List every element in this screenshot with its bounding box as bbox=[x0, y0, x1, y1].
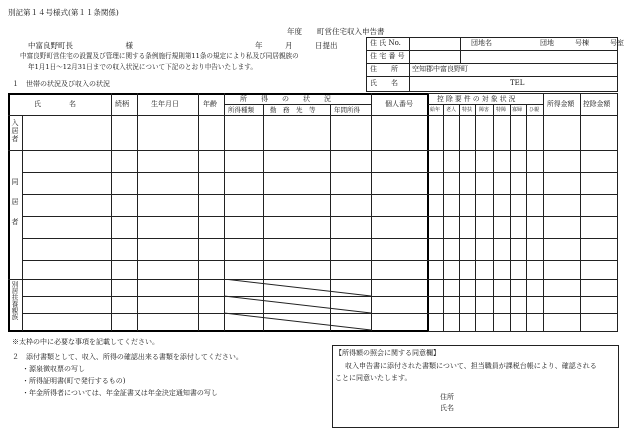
deduction-subcol: 障害 bbox=[479, 107, 490, 113]
form-label: 別記第１４号様式(第１１条関係) bbox=[8, 8, 119, 17]
col-income-status-header: 所 得 の 状 況 bbox=[240, 95, 331, 103]
col-relation-header: 続柄 bbox=[115, 100, 129, 108]
note-attachments: ２ 添付書類として、収入、所得の確認出来る書類を添付してください。 bbox=[12, 353, 243, 361]
consent-name-label: 氏名 bbox=[440, 404, 454, 412]
consent-body-1: 収入申告書に添付された書類について、担当職員が課税台帳により、確認される bbox=[345, 362, 597, 370]
intro-line-2: 年1月1日～12月31日までの収入状況について下記のとおり申告いたします。 bbox=[28, 63, 257, 71]
deduction-subcol: 給年 bbox=[430, 107, 441, 113]
consent-address-label: 住所 bbox=[440, 393, 454, 401]
section-1-title: １ 世帯の状況及び収入の状況 bbox=[12, 80, 110, 88]
tel-label: TEL bbox=[510, 79, 525, 87]
name-label: 氏 名 bbox=[370, 79, 398, 87]
group-cohabitant: 同 居 者 bbox=[11, 178, 19, 228]
deduction-subcol: 特扶 bbox=[462, 107, 473, 113]
group-resident: 入居者 bbox=[11, 119, 19, 143]
resident-no-label: 住 氏 No. bbox=[370, 39, 401, 47]
note-thick-frame: ※太枠の中に必要な事項を記載してください。 bbox=[12, 338, 159, 346]
consent-box bbox=[332, 345, 619, 428]
col-age-header: 年齢 bbox=[203, 100, 217, 108]
deduction-subcol: 老人 bbox=[446, 107, 457, 113]
consent-body-2: ことに同意いたします。 bbox=[335, 374, 412, 382]
note-bullet-1: ・源泉徴収票の写し bbox=[22, 365, 85, 373]
address-label: 住 所 bbox=[370, 65, 398, 73]
deduction-amount-header: 控除金額 bbox=[583, 100, 611, 108]
housing-no-label: 住 宅 番 号 bbox=[370, 52, 405, 60]
deduction-subcol: ひ親 bbox=[529, 107, 540, 113]
submission-date: 年 月 日提出 bbox=[255, 41, 338, 50]
col-birth-header: 生年月日 bbox=[151, 100, 179, 108]
consent-title: 【所得額の照会に関する同意欄】 bbox=[335, 349, 440, 357]
col-personal-no-header: 個人番号 bbox=[385, 100, 413, 108]
col-name-header: 氏 名 bbox=[34, 100, 76, 108]
address-field[interactable]: 空知郡中富良野町 bbox=[412, 65, 468, 73]
addressee: 中富良野町長 様 bbox=[28, 41, 133, 50]
col-income-type-header: 所得種類 bbox=[228, 106, 254, 114]
estate-room-field[interactable]: 団地 号棟 号室 bbox=[540, 39, 624, 47]
note-bullet-2: ・所得証明書(町で発行するもの) bbox=[22, 377, 126, 385]
col-annual-income-header: 年間所得 bbox=[334, 106, 360, 114]
income-amount-header: 所得金額 bbox=[547, 100, 575, 108]
group-separate-dependent: 別居扶養親族 bbox=[10, 281, 19, 320]
deduction-header: 控 除 要 件 の 対 象 状 況 bbox=[437, 95, 516, 103]
deduction-subcol: 特障 bbox=[496, 107, 507, 113]
note-bullet-3: ・年金所得者については、年金証書又は年金決定通知書の写し bbox=[22, 389, 218, 397]
col-employer-header: 勤 務 先 等 bbox=[270, 106, 316, 114]
estate-label: 団地名 bbox=[471, 39, 492, 47]
deduction-subcol: 寡婦 bbox=[512, 107, 523, 113]
document-title: 年度 町営住宅収入申告書 bbox=[287, 27, 385, 36]
intro-line-1: 中富良野町営住宅の設置及び管理に関する条例施行規則第11条の規定により私及び同居親族の bbox=[20, 52, 299, 60]
strike-lines bbox=[224, 279, 371, 331]
